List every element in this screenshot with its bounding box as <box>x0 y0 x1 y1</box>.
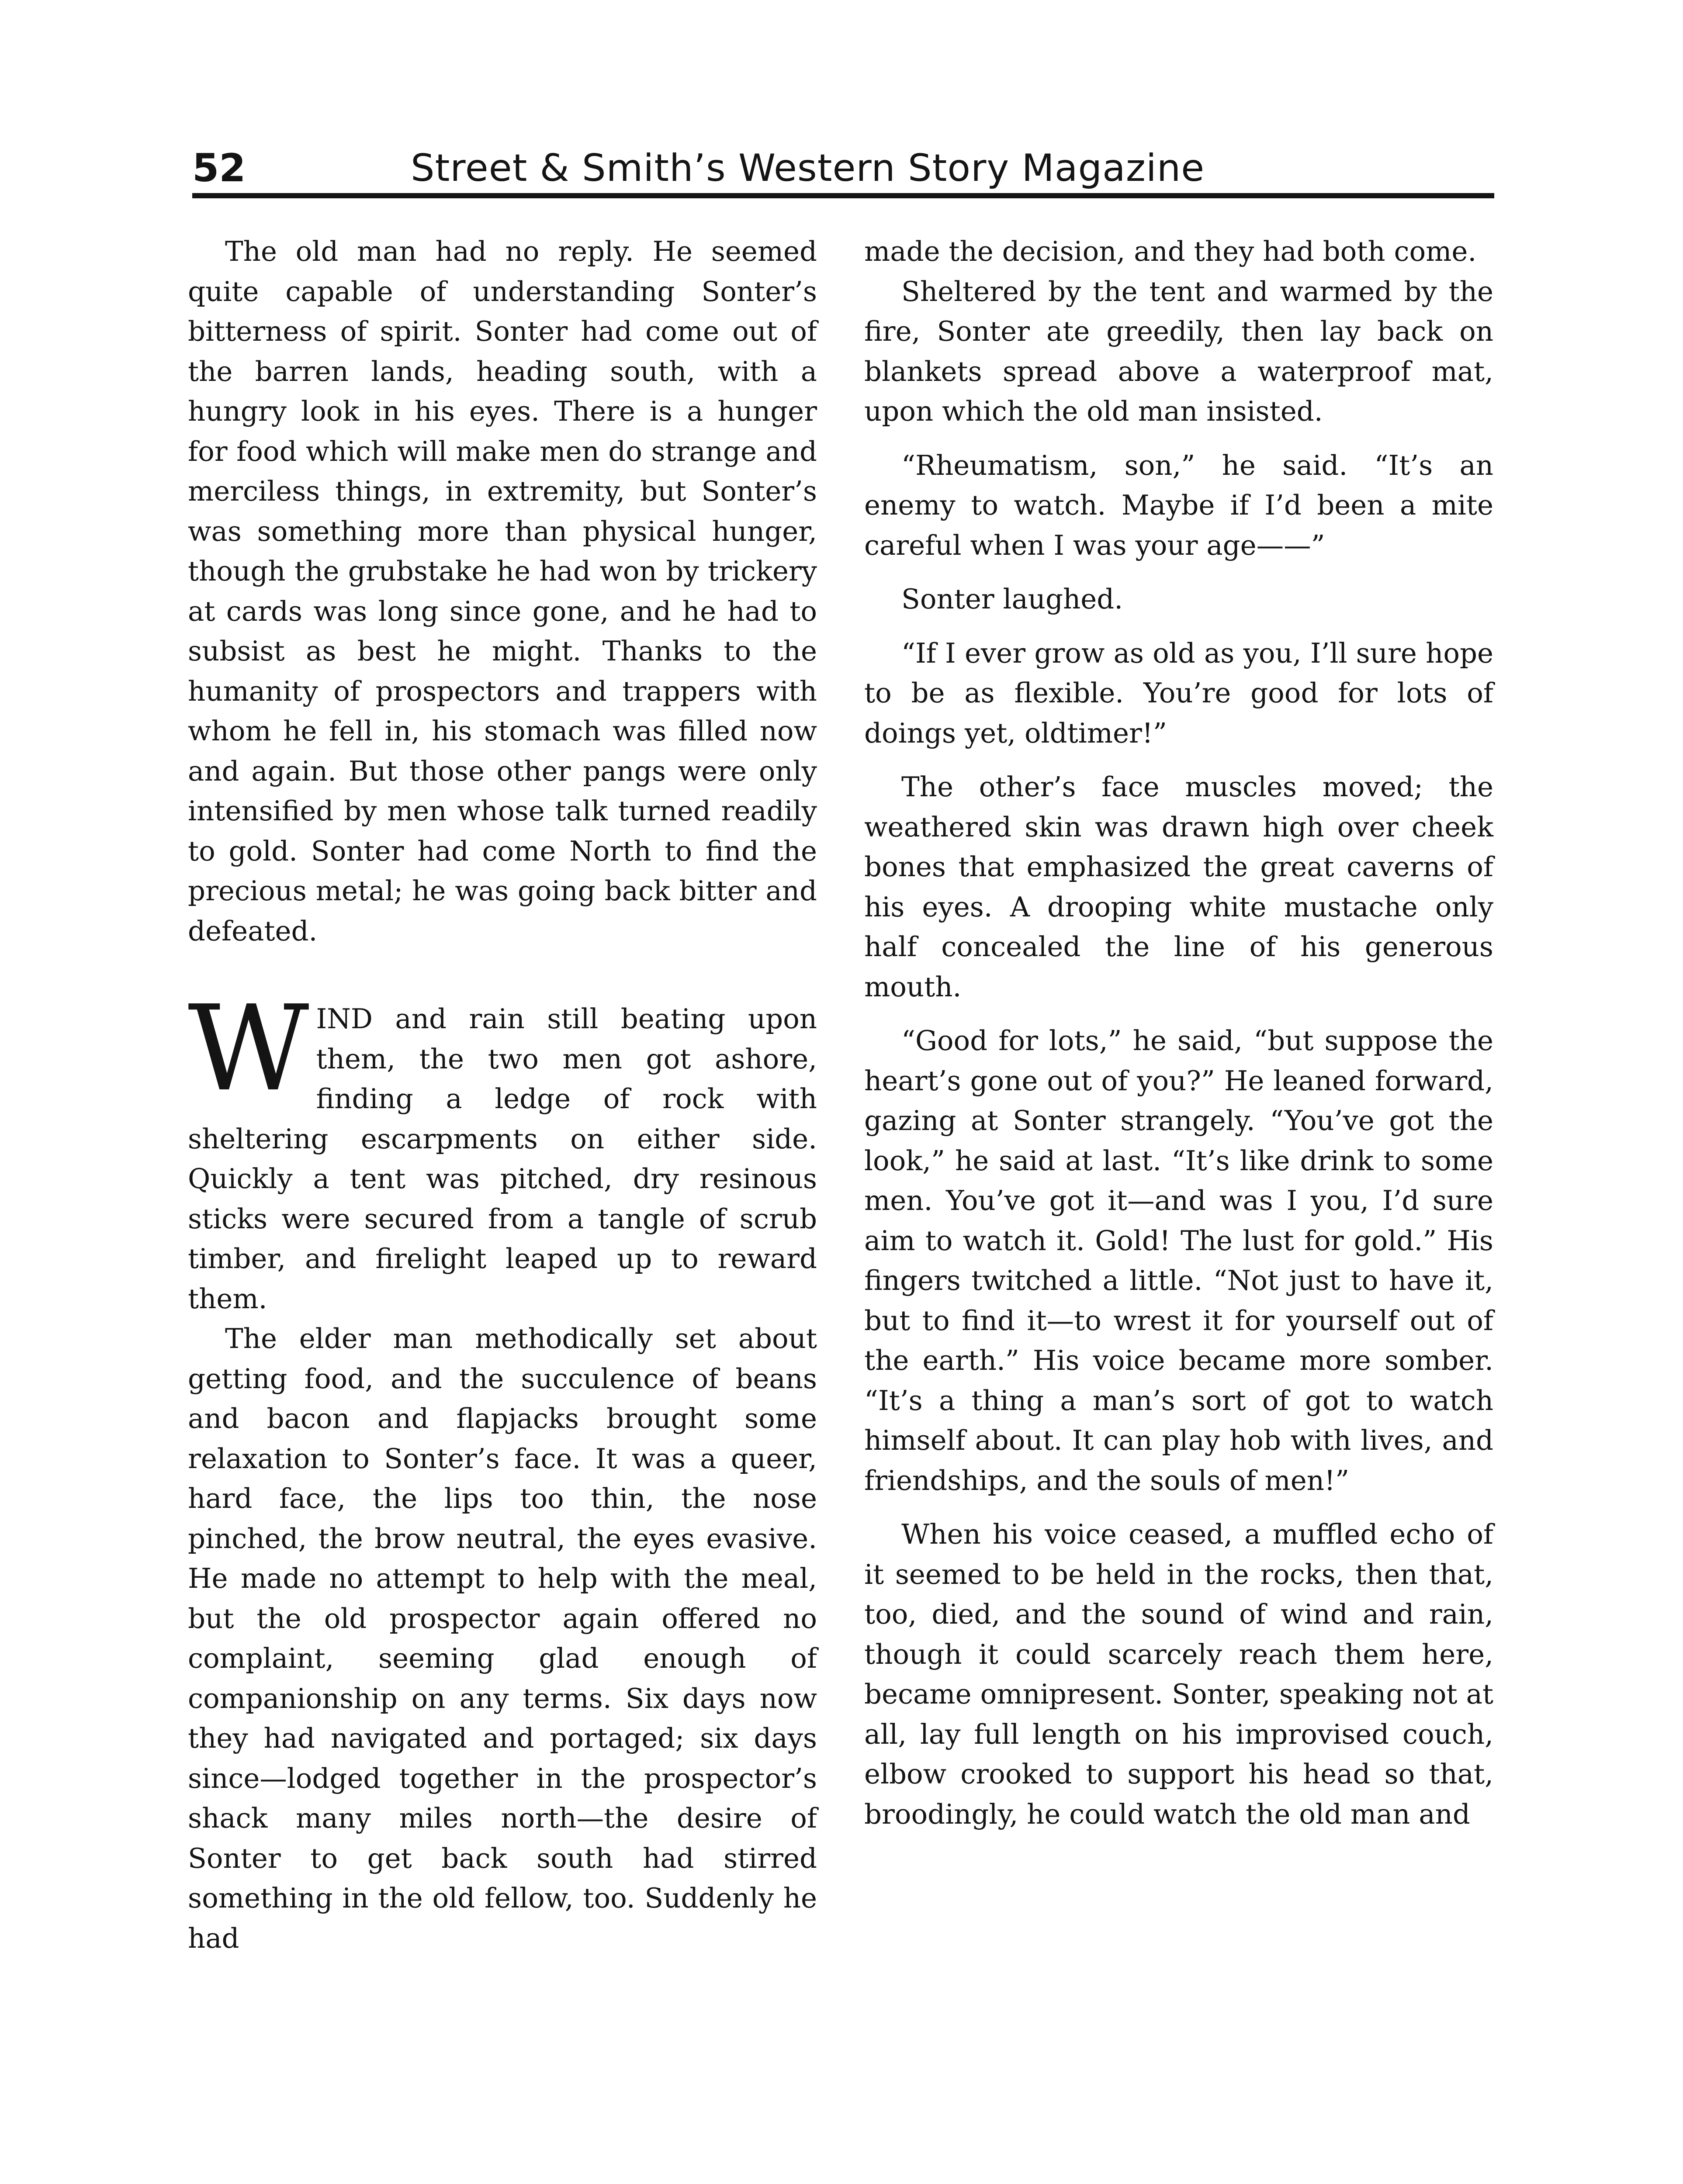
right-column <box>864 232 1493 2184</box>
paragraph: The old man had no reply. He seemed quite capable of understanding Sonter’s bitterness of spirit. Sonter had come out of the barren lands, heading south, with a hungry look in his eyes. There is a hunger for food which will make men do strange and merciless things, in extremity, but Sonter’s was something more than physical hunger, though the grubstake he had won by trickery at cards was long since gone, and he had to subsist as best he might. Thanks to the humanity of prospectors and trappers with whom he fell in, his stomach was filled now and again. But those other pangs were only intensified by men whose talk turned readily to gold. Sonter had come North to find the precious metal; he was going back bitter and defeated. <box>188 235 817 947</box>
paragraph: The other’s face muscles moved; the weathered skin was drawn high over cheek bones that emphasized the great caverns of his eyes. A drooping white mustache only half concealed the line of his generous mouth. <box>864 771 1493 1003</box>
page-number: 52 <box>192 145 246 190</box>
paragraph: Sheltered by the tent and warmed by the fire, Sonter ate greedily, then lay back on blankets spread above a waterproof mat, upon which the old man insisted. <box>864 275 1493 427</box>
drop-cap: W <box>188 980 309 1117</box>
paragraph: When his voice ceased, a muffled echo of it seemed to be held in the rocks, then that, too, died, and the sound of wind and rain, though it could scarcely reach them here, became omnipresent. Sonter, speaking not at all, lay full length on his improvised couch, elbow crooked to support his head so that, broodingly, he could watch the old man and <box>864 1518 1493 1830</box>
paragraph: “Rheumatism, son,” he said. “It’s an enemy to watch. Maybe if I’d been a mite careful when I was your age——” <box>864 449 1493 561</box>
left-column <box>188 232 817 2184</box>
paragraph: “If I ever grow as old as you, I’ll sure hope to be as flexible. You’re good for lots of doings yet, oldtimer!” <box>864 637 1493 749</box>
header-rule <box>192 193 1494 198</box>
magazine-title: Street & Smith’s Western Story Magazine <box>411 146 1205 190</box>
paragraph-text: IND and rain still beating upon them, the two men got ashore, finding a ledge of rock with sheltering escarpments on either side. Quickly a tent was pitched, dry resinous sticks were secured from a tangle of scrub timber, and firelight leaped up to reward them. <box>188 1003 817 1315</box>
paragraph-continued: made the decision, and they had both come. <box>864 235 1477 267</box>
page-header <box>192 144 1494 205</box>
paragraph: The elder man methodically set about getting food, and the succulence of beans and bacon and flapjacks brought some relaxation to Sonter’s face. It was a queer, hard face, the lips too thin, the nose pinched, the brow neutral, the eyes evasive. He made no attempt to help with the meal, but the old prospector again offered no complaint, seeming glad enough of companionship on any terms. Six days now they had navigated and portaged; six days since—lodged together in the prospector’s shack many miles north—the desire of Sonter to get back south had stirred something in the old fellow, too. Suddenly he had <box>188 1323 817 1954</box>
paragraph: Sonter laughed. <box>901 583 1123 615</box>
paragraph: “Good for lots,” he said, “but suppose the heart’s gone out of you?” He leaned forward, gazing at Sonter strangely. “You’ve got the look,” he said at last. “It’s like drink to some men. You’ve got it—and was I you, I’d sure aim to watch it. Gold! The lust for gold.” His fingers twitched a little. “Not just to have it, but to find it—to wrest it for yourself out of the earth.” His voice became more somber. “It’s a thing a man’s sort of got to watch himself about. It can play hob with lives, and friendships, and the souls of men!” <box>864 1025 1493 1496</box>
section-opening-paragraph <box>188 980 817 1319</box>
